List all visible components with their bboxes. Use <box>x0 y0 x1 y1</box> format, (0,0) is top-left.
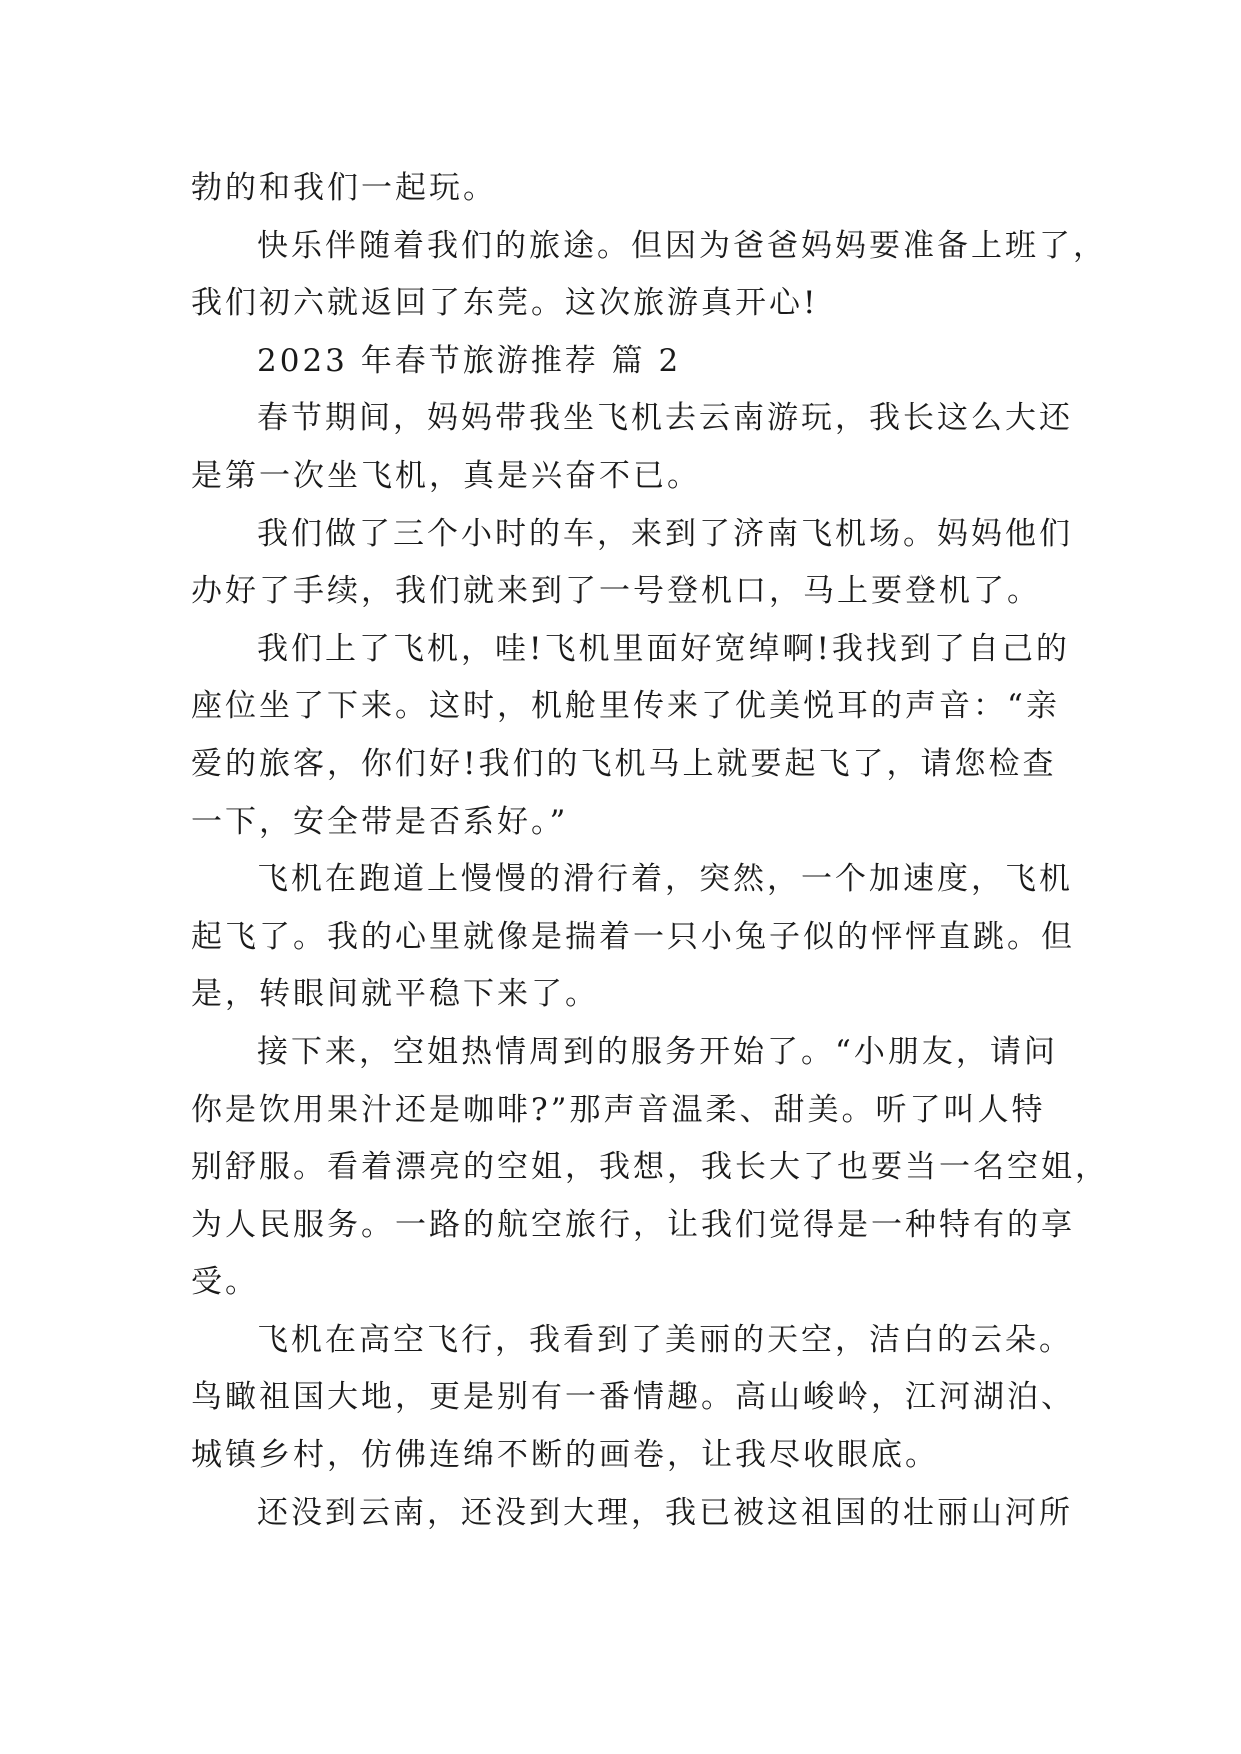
text-line: 爱的旅客，你们好!我们的飞机马上就要起飞了，请您检查 <box>191 745 1057 782</box>
text-line: 是，转眼间就平稳下来了。 <box>191 976 599 1013</box>
text-line: 我们初六就返回了东莞。这次旅游真开心! <box>191 285 819 322</box>
body-text <box>191 160 1109 1542</box>
text-line: 快乐伴随着我们的旅途。但因为爸爸妈妈要准备上班了， <box>257 227 1107 264</box>
text-line: 城镇乡村，仿佛连绵不断的画卷，让我尽收眼底。 <box>191 1437 939 1474</box>
text-line: 办好了手续，我们就来到了一号登机口，马上要登机了。 <box>191 573 1041 610</box>
text-line: 春节期间，妈妈带我坐飞机去云南游玩，我长这么大还 <box>257 400 1073 437</box>
text-line: 勃的和我们一起玩。 <box>191 170 497 206</box>
text-line: 鸟瞰祖国大地，更是别有一番情趣。高山峻岭，江河湖泊、 <box>191 1379 1075 1416</box>
text-line: 飞机在高空飞行，我看到了美丽的天空，洁白的云朵。 <box>257 1321 1073 1358</box>
text-line: 我们做了三个小时的车，来到了济南飞机场。妈妈他们 <box>257 515 1073 552</box>
text-line: 别舒服。看着漂亮的空姐，我想，我长大了也要当一名空姐， <box>191 1149 1109 1186</box>
text-line: 接下来，空姐热情周到的服务开始了。“小朋友，请问 <box>257 1033 1058 1070</box>
text-line: 是第一次坐飞机，真是兴奋不已。 <box>191 457 701 494</box>
text-line: 一下，安全带是否系好。” <box>191 803 569 840</box>
text-line: 还没到云南，还没到大理，我已被这祖国的壮丽山河所 <box>257 1494 1073 1531</box>
text-line: 起飞了。我的心里就像是揣着一只小兔子似的怦怦直跳。但 <box>191 918 1075 955</box>
text-line: 受。 <box>191 1264 259 1301</box>
text-line: 飞机在跑道上慢慢的滑行着，突然，一个加速度，飞机 <box>257 861 1073 898</box>
text-line: 为人民服务。一路的航空旅行，让我们觉得是一种特有的享 <box>191 1206 1075 1243</box>
text-line: 座位坐了下来。这时，机舱里传来了优美悦耳的声音：“亲 <box>191 688 1060 725</box>
text-line: 你是饮用果汁还是咖啡?”那声音温柔、甜美。听了叫人特 <box>191 1091 1046 1128</box>
text-line: 我们上了飞机，哇!飞机里面好宽绰啊!我找到了自己的 <box>257 630 1070 667</box>
section-heading: 2023 年春节旅游推荐 篇 2 <box>257 342 682 379</box>
